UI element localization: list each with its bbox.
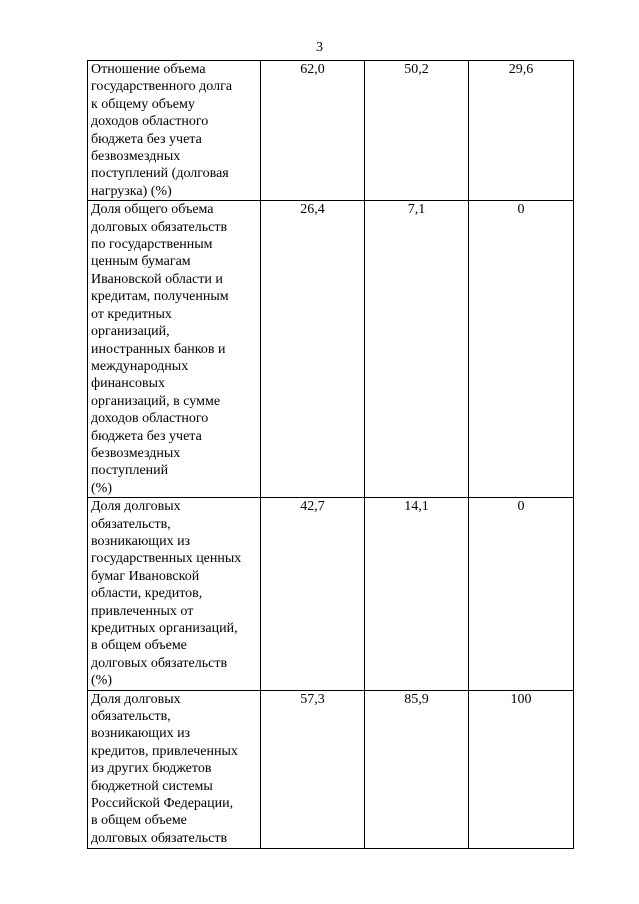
indicator-name-line: поступлений — [91, 463, 169, 479]
indicator-name-line: долговых обязательств — [91, 830, 228, 846]
indicator-name-line: Доля долговых — [91, 691, 181, 707]
indicator-value-cell: 26,4 — [261, 201, 365, 498]
indicator-name-line: безвозмездных — [91, 149, 181, 165]
indicator-name-cell — [88, 61, 261, 201]
indicator-name-line: финансовых — [91, 376, 165, 392]
indicator-name-line: из других бюджетов — [91, 761, 212, 777]
indicator-name-line: от кредитных — [91, 306, 172, 322]
indicator-name-line: долговых обязательств — [91, 655, 228, 671]
indicator-table — [87, 60, 574, 849]
indicator-value-cell: 62,0 — [261, 61, 365, 201]
indicator-name-line: долговых обязательств — [91, 219, 228, 235]
indicator-value-cell: 0 — [469, 498, 574, 690]
indicator-value-cell: 50,2 — [365, 61, 469, 201]
indicator-name-line: доходов областного — [91, 114, 209, 130]
indicator-name-line: Российской Федерации, — [91, 796, 234, 812]
indicator-value-cell: 42,7 — [261, 498, 365, 690]
indicator-value-cell: 85,9 — [365, 690, 469, 848]
indicator-value-cell: 7,1 — [365, 201, 469, 498]
indicator-name-line: обязательств, — [91, 709, 171, 725]
indicator-name-line: доходов областного — [91, 411, 209, 427]
indicator-name-line: бюджета без учета — [91, 131, 202, 147]
indicator-value-cell: 100 — [469, 690, 574, 848]
page-number: 3 — [316, 40, 323, 55]
indicator-name-line: кредитов, привлеченных — [91, 743, 238, 759]
indicator-name-line: международных — [91, 358, 189, 374]
indicator-name-line: безвозмездных — [91, 445, 181, 461]
table-row — [88, 201, 574, 498]
table-row — [88, 690, 574, 848]
indicator-name-line: в общем объеме — [91, 813, 187, 829]
indicator-name-line: по государственным — [91, 237, 213, 253]
indicator-name-line: организаций, — [91, 324, 170, 340]
indicator-name-line: области, кредитов, — [91, 586, 203, 602]
indicator-value-cell: 29,6 — [469, 61, 574, 201]
indicator-name-line: обязательств, — [91, 516, 171, 532]
indicator-name-line: Доля общего объема — [91, 202, 214, 218]
indicator-name-line: государственных ценных — [91, 551, 242, 567]
table-row — [88, 498, 574, 690]
indicator-name-line: государственного долга — [91, 79, 233, 95]
indicator-name-line: ценным бумагам — [91, 254, 191, 270]
indicator-name-line: Ивановской области и — [91, 271, 223, 287]
indicator-name-cell — [88, 498, 261, 690]
indicator-name-line: возникающих из — [91, 533, 191, 549]
indicator-name-cell — [88, 201, 261, 498]
indicator-name-line: нагрузка) (%) — [91, 183, 172, 199]
indicator-name-line: поступлений (долговая — [91, 166, 229, 182]
indicator-name-line: Доля долговых — [91, 499, 181, 515]
indicator-name-line: бюджета без учета — [91, 428, 202, 444]
table-row — [88, 61, 574, 201]
indicator-name-line: к общему объему — [91, 96, 195, 112]
indicator-name-line: кредитных организаций, — [91, 621, 238, 636]
indicator-value-cell: 14,1 — [365, 498, 469, 690]
indicator-value-cell: 0 — [469, 201, 574, 498]
indicator-name-line: (%) — [91, 480, 112, 496]
indicator-name-line: иностранных банков и — [91, 341, 226, 357]
indicator-name-line: бюджетной системы — [91, 778, 213, 794]
indicator-name-line: возникающих из — [91, 726, 191, 742]
indicator-name-cell — [88, 690, 261, 848]
indicator-name-line: (%) — [91, 673, 112, 689]
indicator-name-line: бумаг Ивановской — [91, 568, 200, 584]
indicator-name-line: организаций, в сумме — [91, 393, 221, 409]
indicator-name-line: кредитам, полученным — [91, 289, 229, 305]
indicator-name-line: привлеченных от — [91, 603, 194, 619]
indicator-name-line: Отношение объема — [91, 62, 206, 77]
indicator-name-line: в общем объеме — [91, 638, 187, 654]
indicator-value-cell: 57,3 — [261, 690, 365, 848]
